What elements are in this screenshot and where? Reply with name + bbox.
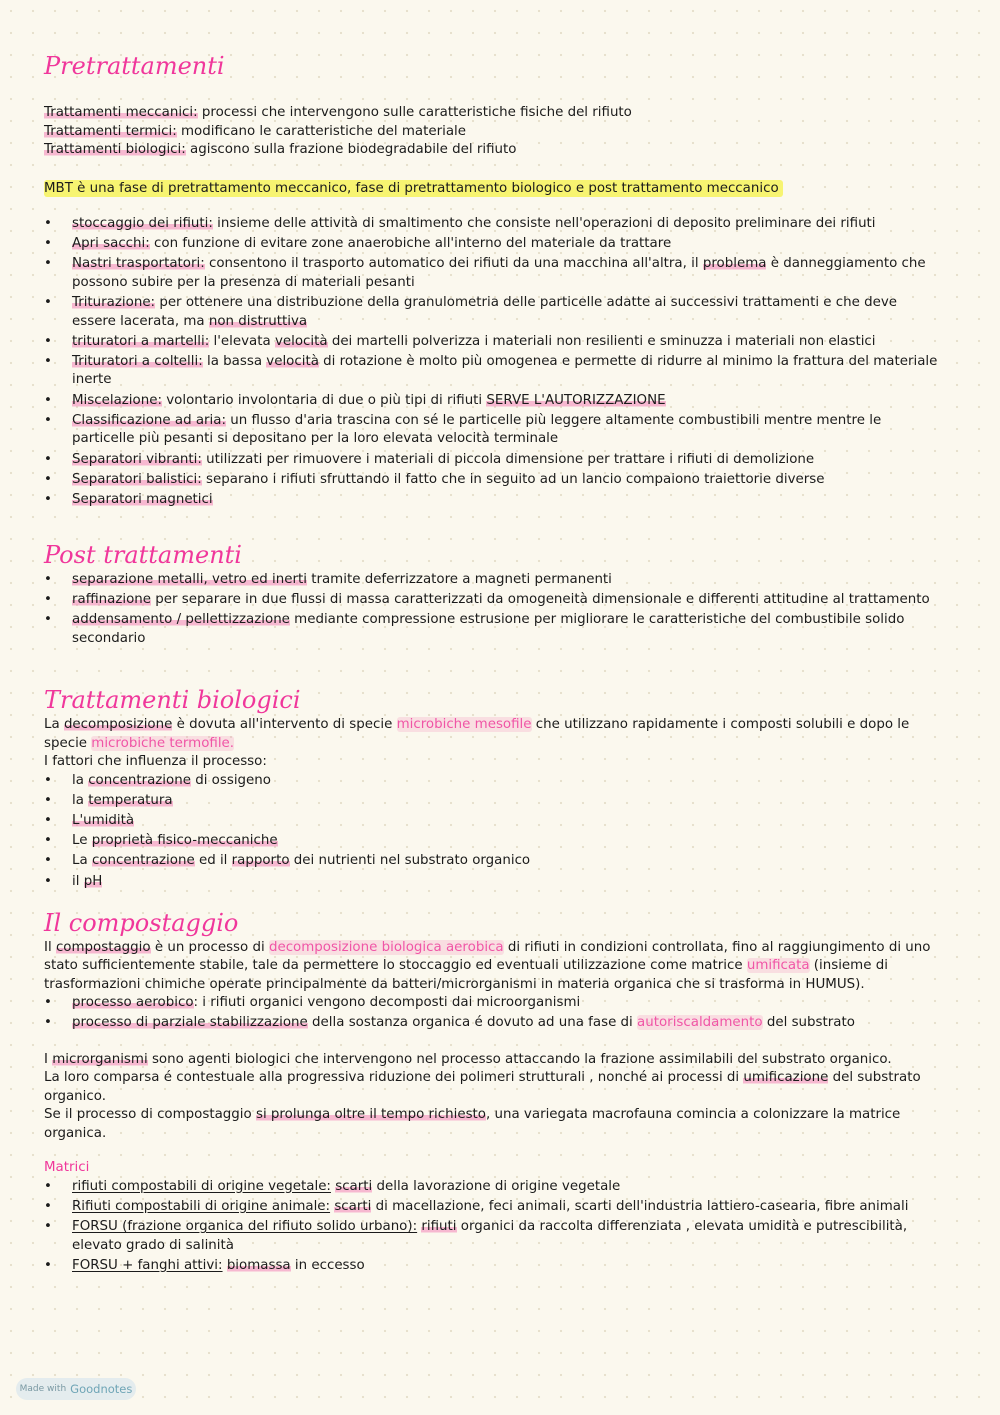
paragraph: I microrganismi sono agenti biologici che intervengono nel processo attaccando la frazione assimilabili del substrato organico. [44, 1051, 892, 1067]
matrici-subtitle: Matrici [44, 1160, 90, 1176]
paragraph: Il compostaggio è un processo di decomposizione biologica aerobica di rifiuti in condizioni controllata, fino al raggiungimento di uno stato sufficientemente stabile, tale da permettere lo stoccaggio ed eventuali utilizzazione come matrice umificata (insieme di trasformazioni chimiche operate principalmente da batteri/microrganismi in materia organica che si trasforma in HUMUS). [44, 939, 931, 992]
list-item: • Le proprietà fisico-meccaniche [44, 832, 944, 851]
list-item: • addensamento / pellettizzazione mediante compressione estrusione per migliorare le caratteristiche del combustibile solido secondario [44, 611, 944, 648]
list-item: • Separatori balistici: separano i rifiuti sfruttando il fatto che in seguito ad un lancio compaiono traiettorie diverse [44, 471, 944, 490]
list-item: • Nastri trasportatori: consentono il trasporto automatico dei rifiuti da una macchina all'altra, il problema è danneggiamento che possono subire per la presenza di materiali pesanti [44, 255, 944, 292]
goodnotes-badge[interactable] [16, 1378, 136, 1400]
list-item: • Trituratori a coltelli: la bassa velocità di rotazione è molto più omogenea e permette di ridurre al minimo la frattura del materiale inerte [44, 353, 944, 390]
list-item: • La concentrazione ed il rapporto dei nutrienti nel substrato organico [44, 852, 944, 871]
section-title-compostaggio: Il compostaggio [44, 908, 239, 937]
list-item: • trituratori a martelli: l'elevata velocità dei martelli polverizza i materiali non resilienti e sminuzza i materiali non elastici [44, 333, 944, 352]
list-item: • processo di parziale stabilizzazione della sostanza organica é dovuto ad una fase di autoriscaldamento del substrato [44, 1014, 944, 1033]
list-item: • Apri sacchi: con funzione di evitare zone anaerobiche all'interno del materiale da trattare [44, 235, 944, 254]
note-line: Trattamenti meccanici: processi che intervengono sulle caratteristiche fisiche del rifiuto [44, 105, 632, 120]
note-line: Trattamenti termici: modificano le caratteristiche del materiale [44, 123, 466, 139]
goodnotes-logo: Goodnotes [70, 1382, 133, 1396]
list-item: • Separatori magnetici [44, 491, 944, 510]
matrici-list [44, 1178, 944, 1276]
list-item: • raffinazione per separare in due flussi di massa caratterizzati da omogeneità dimensionale e differenti attitudine al trattamento [44, 591, 944, 610]
paragraph: Se il processo di compostaggio si prolunga oltre il tempo richiesto, una variegata macrofauna comincia a colonizzare la matrice organica. [44, 1107, 901, 1141]
list-item: • il pH [44, 873, 944, 892]
list-item: • FORSU + fanghi attivi: biomassa in eccesso [44, 1257, 944, 1276]
list-item: • Triturazione: per ottenere una distribuzione della granulometria delle particelle adatte ai successivi trattamenti e che deve essere lacerata, ma non distruttiva [44, 294, 944, 331]
notes-page [44, 50, 944, 1277]
paragraph: La loro comparsa é contestuale alla progressiva riduzione dei polimeri strutturali , nonché ai processi di umificazione del substrato organico. [44, 1070, 921, 1104]
list-item: • Classificazione ad aria: un flusso d'aria trascina con sé le particelle più leggere altamente combustibili mentre mentre le particelle più pesanti si depositano per la loro elevata velocità terminale [44, 412, 944, 449]
post-trattamenti-list [44, 571, 944, 648]
list-item: • Miscelazione: volontario involontaria di due o più tipi di rifiuti SERVE L'AUTORIZZAZIONE [44, 392, 944, 411]
mbt-note: MBT è una fase di pretrattamento meccanico, fase di pretrattamento biologico e post trattamento meccanico [44, 180, 944, 199]
section-title-pretrattamenti: Pretrattamenti [44, 52, 225, 80]
section-title-post-trattamenti: Post trattamenti [44, 541, 242, 570]
list-item: • rifiuti compostabili di origine vegetale: scarti della lavorazione di origine vegetale [44, 1178, 944, 1197]
list-item: • processo aerobico: i rifiuti organici vengono decomposti dai microorganismi [44, 994, 944, 1013]
pretrattamenti-list [44, 215, 944, 509]
list-item: • separazione metalli, vetro ed inerti tramite deferrizzatore a magneti permanenti [44, 571, 944, 590]
processi-list [44, 994, 944, 1033]
list-item: • la concentrazione di ossigeno [44, 772, 944, 791]
list-item: • Rifiuti compostabili di origine animale: scarti di macellazione, feci animali, scarti dell'industria lattiero-casearia, fibre animali [44, 1198, 944, 1217]
list-item: • stoccaggio dei rifiuti: insieme delle attività di smaltimento che consiste nell'operazioni di deposito preliminare dei rifiuti [44, 215, 944, 234]
fattori-list [44, 772, 944, 891]
list-item: • Separatori vibranti: utilizzati per rimuovere i materiali di piccola dimensione per trattare i rifiuti di demolizione [44, 451, 944, 470]
badge-small-text: Made with [19, 1384, 67, 1394]
paragraph: I fattori che influenza il processo: [44, 754, 267, 770]
paragraph: La decomposizione è dovuta all'intervento di specie microbiche mesofile che utilizzano rapidamente i composti solubili e dopo le specie microbiche termofile. [44, 717, 910, 751]
list-item: • FORSU (frazione organica del rifiuto solido urbano): rifiuti organici da raccolta differenziata , elevata umidità e putrescibilità, elevato grado di salinità [44, 1218, 944, 1255]
list-item: • la temperatura [44, 792, 944, 811]
note-line: Trattamenti biologici: agiscono sulla frazione biodegradabile del rifiuto [44, 142, 517, 157]
list-item: • L'umidità [44, 812, 944, 831]
section-title-trattamenti-biologici: Trattamenti biologici [44, 686, 301, 715]
